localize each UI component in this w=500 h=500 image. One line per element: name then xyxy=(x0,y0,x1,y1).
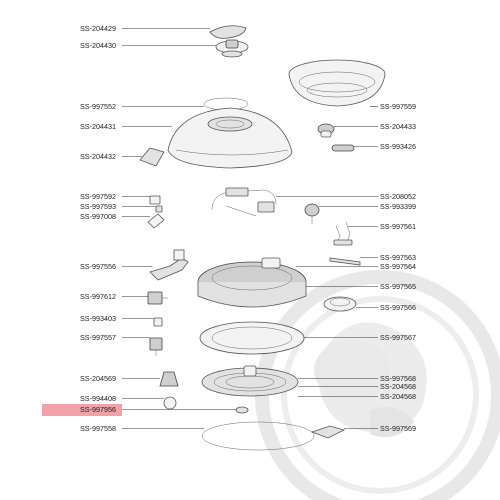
part-drawing-sensor xyxy=(305,204,319,224)
part-label-ss-997566[interactable]: SS-997566 xyxy=(380,303,416,312)
part-drawing-switch xyxy=(148,292,168,304)
part-drawing-clip-c xyxy=(148,214,164,228)
part-label-ss-997592[interactable]: SS-997592 xyxy=(80,192,116,201)
part-label-ss-208052[interactable]: SS-208052 xyxy=(380,192,416,201)
part-label-ss-204429[interactable]: SS-204429 xyxy=(80,24,116,33)
part-drawing-screw xyxy=(154,318,162,326)
part-drawing-bracket xyxy=(150,250,188,280)
part-drawing-ball xyxy=(164,397,176,409)
part-drawing-springs xyxy=(334,222,352,245)
part-label-ss-997567[interactable]: SS-997567 xyxy=(380,333,416,342)
part-drawing-cap xyxy=(210,26,246,39)
part-label-ss-204433[interactable]: SS-204433 xyxy=(380,122,416,131)
part-label-ss-997612[interactable]: SS-997612 xyxy=(80,292,116,301)
part-label-ss-997563[interactable]: SS-997563 xyxy=(380,253,416,262)
part-label-ss-997008[interactable]: SS-997008 xyxy=(80,212,116,221)
part-label-ss-204569[interactable]: SS-204569 xyxy=(80,374,116,383)
part-label-ss-204430[interactable]: SS-204430 xyxy=(80,41,116,50)
part-drawing-valve xyxy=(216,40,248,57)
part-label-ss-993403[interactable]: SS-993403 xyxy=(80,314,116,323)
part-label-ss-997558[interactable]: SS-997558 xyxy=(80,424,116,433)
part-label-ss-204431[interactable]: SS-204431 xyxy=(80,122,116,131)
part-label-ss-997559[interactable]: SS-997559 xyxy=(380,102,416,111)
part-label-ss-997557[interactable]: SS-997557 xyxy=(80,333,116,342)
part-drawing-pad xyxy=(236,407,248,413)
part-drawing-lid xyxy=(168,108,292,168)
part-label-ss-994408[interactable]: SS-994408 xyxy=(80,394,116,403)
part-label-ss-204568[interactable]: SS-204568 xyxy=(380,382,416,391)
part-drawing-bottom-ring xyxy=(200,322,304,354)
part-drawing-steam-basket xyxy=(289,60,385,106)
part-drawing-lid-handle xyxy=(140,148,164,166)
part-drawing-foot xyxy=(160,372,178,386)
part-drawing-valve-cap xyxy=(318,124,334,137)
part-drawing-base-plate xyxy=(202,366,298,396)
part-label-ss-997556[interactable]: SS-997556 xyxy=(80,262,116,271)
part-drawing-clip-b xyxy=(156,206,162,212)
part-label-ss-204568[interactable]: SS-204568 xyxy=(380,392,416,401)
part-drawing-rod xyxy=(330,258,360,265)
part-label-ss-997956[interactable]: SS-997956 xyxy=(80,405,116,414)
part-label-ss-997561[interactable]: SS-997561 xyxy=(380,222,416,231)
part-label-ss-997552[interactable]: SS-997552 xyxy=(80,102,116,111)
part-label-ss-997565[interactable]: SS-997565 xyxy=(380,282,416,291)
part-label-ss-204432[interactable]: SS-204432 xyxy=(80,152,116,161)
part-drawing-heating-base xyxy=(198,258,306,307)
part-drawing-carrier xyxy=(324,297,356,311)
part-drawing-cord-holder xyxy=(312,426,344,438)
part-drawing-small-gasket xyxy=(332,145,354,151)
part-drawing-clip-a xyxy=(150,196,160,204)
part-label-ss-997564[interactable]: SS-997564 xyxy=(380,262,416,271)
part-label-ss-997569[interactable]: SS-997569 xyxy=(380,424,416,433)
part-drawing-bottom-gasket xyxy=(202,422,314,450)
part-label-ss-993399[interactable]: SS-993399 xyxy=(380,202,416,211)
part-label-ss-997568[interactable]: SS-997568 xyxy=(380,374,416,383)
part-drawing-cable-harness xyxy=(212,188,276,216)
part-drawing-terminal xyxy=(150,338,162,356)
part-label-ss-993426[interactable]: SS-993426 xyxy=(380,142,416,151)
part-label-ss-997593[interactable]: SS-997593 xyxy=(80,202,116,211)
